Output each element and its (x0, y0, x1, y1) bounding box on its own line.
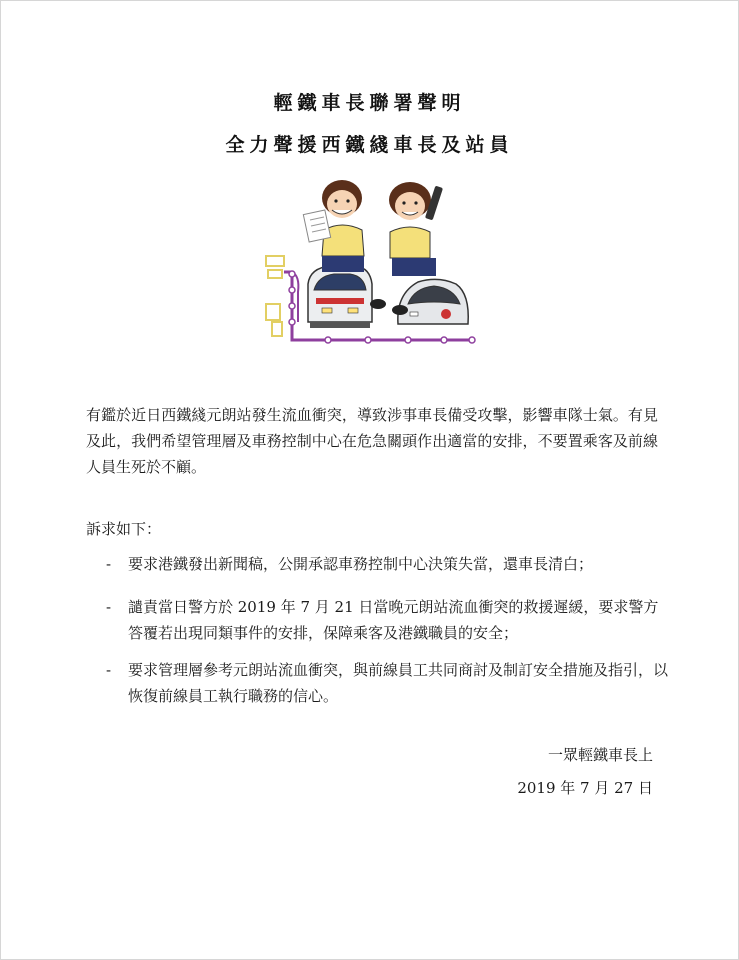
demand-text: 要求管理層參考元朗站流血衝突，與前線員工共同商討及制訂安全措施及指引，以恢復前線員工執行職務的信心。 (128, 661, 669, 705)
right-train-icon (398, 279, 468, 324)
demands-heading: 訴求如下： (86, 520, 162, 538)
list-dash: - (106, 661, 112, 679)
left-train-icon (308, 266, 372, 328)
intro-paragraph: 有鑑於近日西鐵綫元朗站發生流血衝突，導致涉事車長備受攻擊，影響車隊士氣。有見及此，我們希望管理層及車務控制中心在危急關頭作出適當的安排，不要置乘客及前線人員生死於不顧。 (86, 406, 658, 476)
list-dash: - (106, 598, 112, 616)
list-dash: - (106, 555, 112, 573)
demand-text: 譴責當日警方於 2019 年 7 月 21 日當晚元朗站流血衝突的救援遲緩，要求警方答覆若出現同類事件的安排，保障乘客及港鐵職員的安全； (128, 598, 659, 642)
cartoon-train-drivers-illustration (258, 172, 488, 352)
signer-line: 一眾輕鐵車長上 (547, 746, 653, 764)
demand-text: 要求港鐵發出新聞稿，公開承認車務控制中心決策失當，還車長清白； (128, 555, 594, 573)
statement-date: 2019 年 7 月 27 日 (517, 779, 653, 797)
statement-title: 輕鐵車長聯署聲明 (273, 92, 466, 114)
statement-subtitle: 全力聲援西鐵綫車長及站員 (225, 134, 514, 156)
